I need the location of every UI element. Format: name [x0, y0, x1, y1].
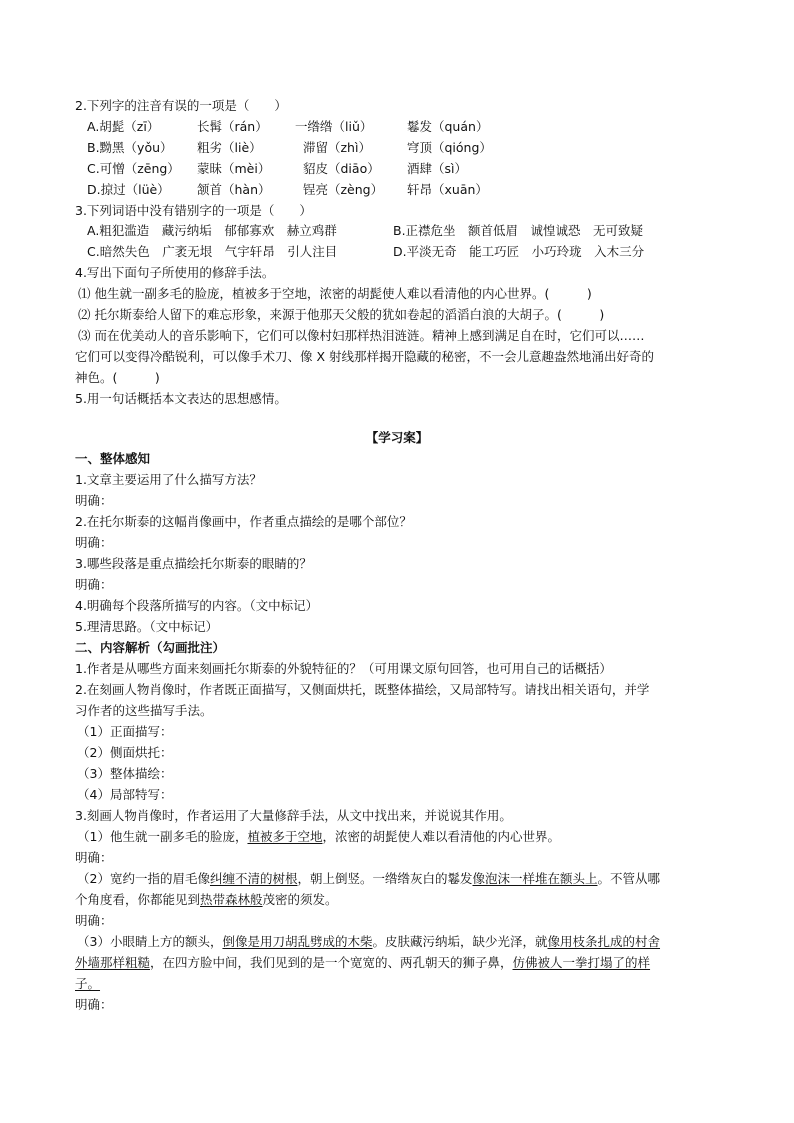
q2-option-a1: A.胡髭（zī）: [87, 119, 160, 134]
q2-option-c4: 酒肆（sì）: [407, 161, 467, 176]
example-3-underline-b: 像用枝条扎成的村舍: [547, 934, 661, 949]
q4-sentence-3b: 它们可以变得冷酷锐利，可以像手术刀、像 X 射线那样揭开隐藏的秘密，不一会儿意趣盎然地涌出好奇的: [75, 349, 655, 364]
example-3-text-a: （3）小眼睛上方的额头，: [77, 934, 223, 949]
s2-question-3: 3.刻画人物肖像时，作者运用了大量修辞手法，从文中找出来，并说说其作用。: [75, 808, 512, 823]
q2-option-c2: 蒙昧（mèi）: [197, 161, 271, 176]
s2-question-2b: 习作者的这些描写手法。: [75, 703, 213, 718]
example-1-underline-a: 植被多于空地: [247, 829, 323, 844]
example-3-text-c: ，在四方脸中间，我们见到的是一个宽宽的、两孔朝天的狮子鼻，: [150, 955, 513, 970]
q2-option-d1: D.掠过（lüè）: [87, 182, 170, 197]
q3-option-a: A.粗犯滥造 藏污纳垢 郁郁寡欢 赫立鸡群: [87, 223, 337, 238]
q2-option-b3: 滞留（zhì）: [303, 140, 371, 155]
q2-option-a3: 一绺绺（liǔ）: [295, 119, 373, 134]
example-3-underline-e: 子。: [75, 976, 101, 991]
q2-option-c3: 貂皮（diāo）: [303, 161, 380, 176]
q2-option-b2: 粗劣（liè）: [197, 140, 262, 155]
example-3-text-b: 。皮肤藏污纳垢，缺少光泽，就: [372, 934, 548, 949]
example-2-underline-b: 像泡沫一样堆在额头上: [472, 871, 598, 886]
q4-sentence-3a: ⑶ 而在优美动人的音乐影响下，它们可以像村妇那样热泪涟涟。精神上感到满足自在时，它们可以……: [78, 328, 645, 343]
example-2-text-d: 个角度看，你都能见到: [75, 892, 201, 907]
sub-item-4: （4）局部特写：: [77, 787, 173, 802]
s1-question-3: 3.哪些段落是重点描绘托尔斯泰的眼睛的？: [75, 556, 312, 571]
s1-question-5: 5.理清思路。（文中标记）: [75, 619, 219, 634]
answer-label: 明确：: [75, 997, 113, 1012]
sub-item-2: （2）侧面烘托：: [77, 745, 173, 760]
q3-option-d: D.平淡无奇 能工巧匠 小巧玲珑 入木三分: [393, 244, 645, 259]
example-2-text-b: ，朝上倒竖。一绺绺灰白的鬈发: [297, 871, 473, 886]
q2-option-a4: 鬈发（quán）: [407, 119, 489, 134]
q4-sentence-2: ⑵ 托尔斯泰给人留下的难忘形象，来源于他那天父般的犹如卷起的滔滔白浪的大胡子。( ): [78, 307, 605, 322]
example-2-text-a: （2）宽约一指的眉毛像: [77, 871, 210, 886]
example-2-line-1: [77, 869, 660, 889]
example-2-underline-c: 热带森林般: [200, 892, 263, 907]
example-1: [77, 827, 560, 847]
example-2-line-2: [75, 890, 338, 910]
example-1-text-b: ，浓密的胡髭使人难以看清他的内心世界。: [322, 829, 560, 844]
example-3-line-3: [75, 974, 100, 994]
answer-label: 明确：: [75, 913, 113, 928]
q4-sentence-1: ⑴ 他生就一副多毛的脸庞，植被多于空地，浓密的胡髭使人难以看清他的内心世界。( ): [78, 286, 592, 301]
answer-label: 明确：: [75, 577, 113, 592]
q2-option-d3: 锃亮（zèng）: [303, 182, 384, 197]
answer-label: 明确：: [75, 535, 113, 550]
q2-option-c1: C.可憎（zēng）: [87, 161, 180, 176]
example-2-underline-a: 纠缠不清的树根: [209, 871, 298, 886]
q2-option-b1: B.黝黑（yǒu）: [87, 140, 173, 155]
q2-option-a2: 长髯（rán）: [197, 119, 268, 134]
q2-option-d4: 轩昂（xuān）: [407, 182, 488, 197]
q5-title: 5.用一句话概括本文表达的思想感情。: [75, 391, 287, 406]
study-plan-heading: 【学习案】: [365, 430, 429, 445]
sub-item-3: （3）整体描绘：: [77, 766, 173, 781]
example-3-underline-c: 外墙那样粗糙: [75, 955, 151, 970]
example-3-underline-d: 仿佛被人一拳打塌了的样: [512, 955, 651, 970]
example-3-line-2: [75, 953, 650, 973]
section-1-title: 一、整体感知: [75, 451, 151, 466]
s1-question-1: 1.文章主要运用了什么描写方法？: [75, 472, 262, 487]
example-1-text-a: （1）他生就一副多毛的脸庞，: [77, 829, 248, 844]
sub-item-1: （1）正面描写：: [77, 724, 173, 739]
q3-option-b: B.正襟危坐 额首低眉 诚惶诚恐 无可致疑: [393, 223, 644, 238]
section-2-title: 二、内容解析（勾画批注）: [75, 640, 226, 655]
s2-question-2a: 2.在刻画人物肖像时，作者既正面描写，又侧面烘托，既整体描绘，又局部特写。请找出相关语句，并学: [75, 682, 650, 697]
q3-title: 3.下列词语中没有错别字的一项是（ ）: [75, 203, 312, 218]
example-2-text-c: 。不管从哪: [597, 871, 661, 886]
s1-question-2: 2.在托尔斯泰的这幅肖像画中，作者重点描绘的是哪个部位？: [75, 514, 412, 529]
example-2-text-e: 茂密的须发。: [262, 892, 338, 907]
example-3-line-1: [77, 932, 660, 952]
answer-label: 明确：: [75, 493, 113, 508]
q2-option-b4: 穹顶（qióng）: [407, 140, 492, 155]
q4-title: 4.写出下面句子所使用的修辞手法。: [75, 265, 275, 280]
s1-question-4: 4.明确每个段落所描写的内容。（文中标记）: [75, 598, 319, 613]
q2-title: 2.下列字的注音有误的一项是（ ）: [75, 98, 287, 113]
s2-question-1: 1.作者是从哪些方面来刻画托尔斯泰的外貌特征的？（可用课文原句回答，也可用自己的话概括）: [75, 661, 612, 676]
answer-label: 明确：: [75, 850, 113, 865]
q2-option-d2: 颔首（hàn）: [197, 182, 271, 197]
q3-option-c: C.暗然失色 广袤无垠 气宇轩昂 引人注目: [87, 244, 338, 259]
example-3-underline-a: 倒像是用刀胡乱劈成的木柴: [222, 934, 373, 949]
q4-sentence-3c: 神色。( ): [75, 370, 160, 385]
